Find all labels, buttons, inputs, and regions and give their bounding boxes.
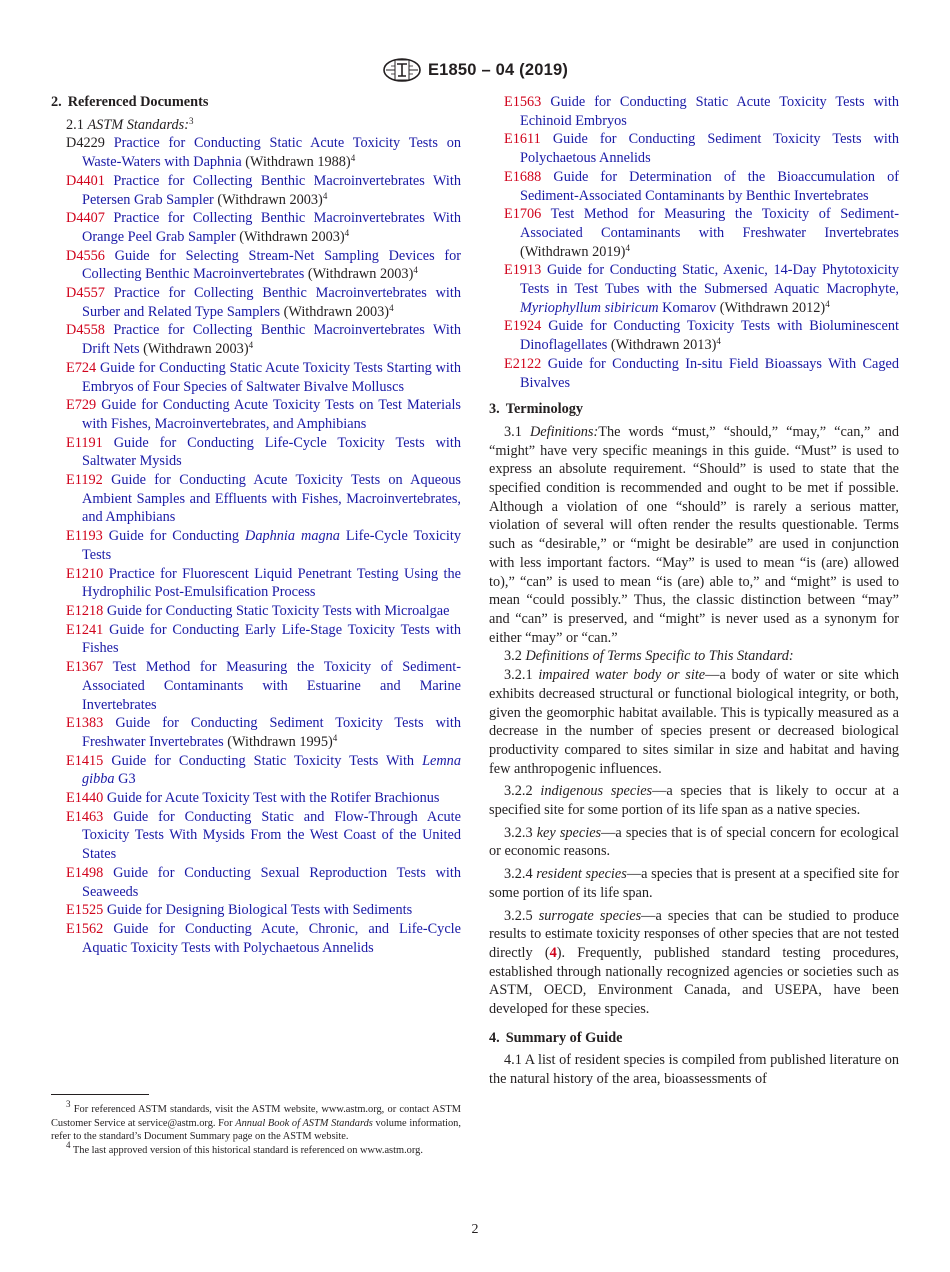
reference-title-link[interactable]: Guide for Conducting Sediment Toxicity Tests with Polychaetous Annelids [520, 131, 899, 167]
reference-item [51, 284, 461, 321]
withdrawn-note: (Withdrawn 2003) [283, 303, 390, 320]
withdrawn-note: (Withdrawn 1988) [245, 154, 351, 171]
reference-code-link[interactable]: E1192 [66, 472, 103, 489]
reference-code-link[interactable]: E1383 [66, 715, 104, 732]
footnote-4: $^4$ The last approved version of this historical standard is referenced on www.astm.org. [66, 1139, 423, 1156]
footnote-mark: 4 [625, 242, 630, 253]
reference-title-link[interactable]: Guide for Conducting Sexual Reproduction Tests with Seaweeds [82, 864, 461, 900]
paragraph-3-1: 3.1 Definitions:The words “must,” “should,” “may,” “can,” and “might” have very specific meanings in this guide. “Must” is used to express an absolute requirement. “Should” is used to state that the specified condition is recommended and ought to be met if possible. Although a violation of one “should” is rarely a serious matter, violation of several will often render the results questionable. Terms such as “desirable,” or “might be desirable” are used in conjunction with less important factors. “May” is used to mean “is (are) allowed to),” “can” is used to mean “is (are) able to,” and “might” is used to mean “could possibly.” Thus, the classic distinction between “may” and “can” is preserved, and “might” is never used as a synonym for either “may” or “can.” [489, 423, 899, 646]
footnote-3: $^3$ For referenced ASTM standards, visit the ASTM website, www.astm.org, or contact ASTM Customer Service at service@astm.org. For Annual Book of ASTM Standards volume information, refer to the standard’s Document Summary page on the ASTM website. [51, 1099, 461, 1142]
reference-title-link[interactable]: Guide for Conducting Life-Cycle Toxicity Tests with Saltwater Mysids [82, 434, 461, 470]
reference-title-link[interactable]: Guide for Conducting Acute Toxicity Tests on Aqueous Ambient Samples and Effluents with Fishes, Macroinvertebrates, and Amphibians [82, 472, 461, 526]
reference-title-link[interactable]: Practice for Collecting Benthic Macroinvertebrates With Petersen Grab Sampler [82, 172, 461, 208]
reference-item [489, 355, 899, 392]
reference-title-link[interactable]: Test Method for Measuring the Toxicity of Sediment-Associated Contaminants with Estuarine and Marine Invertebrates [82, 659, 461, 713]
reference-code-link[interactable]: E1191 [66, 434, 103, 451]
reference-title-link[interactable]: Guide for Selecting Stream-Net Sampling Devices for Collecting Benthic Macroinvertebrates [82, 247, 462, 283]
reference-item [51, 621, 461, 658]
reference-title-link[interactable]: Practice for Collecting Benthic Macroinvertebrates with Surber and Related Type Samplers [82, 285, 461, 320]
reference-title-link[interactable]: Guide for Conducting Static Toxicity Tests With Lemna gibba G3 [82, 752, 461, 788]
reference-item [51, 602, 461, 621]
withdrawn-note: (Withdrawn 1995) [227, 733, 333, 750]
section-4-heading: 4. Summary of Guide [489, 1029, 623, 1046]
reference-item [51, 172, 461, 209]
reference-code-link[interactable]: E2122 [504, 355, 542, 372]
citation-link[interactable]: 4 [549, 944, 557, 961]
footnote-mark: 4 [344, 227, 350, 238]
definition-item: 3.2.4 resident species—a species that is present at a specified site for some portion of its life span. [489, 866, 900, 901]
section-2-heading: 2. Referenced Documents [51, 94, 209, 110]
reference-code-link[interactable]: D4558 [66, 322, 105, 339]
reference-list-right [489, 93, 899, 392]
paragraph-4-1: 4.1 A list of resident species is compiled from published literature on the natural history of the area, bioassessments of [489, 1052, 899, 1088]
reference-item [489, 205, 899, 261]
astm-logo-icon [382, 57, 422, 83]
reference-item [51, 434, 461, 471]
document-designation: E1850 – 04 (2019) [427, 60, 569, 79]
reference-code-link[interactable]: D4557 [66, 285, 105, 302]
subsection-2-1: 2.1 ASTM Standards:$^3$ [66, 115, 194, 133]
reference-code-link[interactable]: E1440 [66, 790, 104, 807]
reference-item [51, 396, 461, 433]
reference-code-link[interactable]: E1415 [66, 752, 104, 769]
reference-code-link[interactable]: E1706 [504, 206, 542, 223]
definition-item: 3.2.2 indigenous species—a species that is likely to occur at a specified site for some portion of its life span as a native species. [489, 783, 900, 819]
reference-title-link[interactable]: Test Method for Measuring the Toxicity of Sediment-Associated Contaminants with Freshwater Invertebrates [520, 206, 899, 241]
reference-item [489, 130, 899, 167]
definition-item: 3.2.1 impaired water body or site—a body of water or site which exhibits decreased structural or functional biological integrity, or both, given the geomorphic habitat available. This is typically measured as a decrease in the number of species present or decreased biological productivity compared to sites similar in size and habitat and having few anthropogenic influences. [489, 667, 899, 777]
reference-title-link[interactable]: Practice for Collecting Benthic Macroinvertebrates With Orange Peel Grab Sampler [82, 210, 461, 245]
withdrawn-note: (Withdrawn 2013) [610, 337, 717, 354]
section-3-heading: 3. Terminology [489, 401, 584, 418]
reference-item [51, 527, 461, 564]
right-column [489, 93, 899, 1089]
reference-item [51, 359, 461, 396]
reference-title-link[interactable]: Guide for Conducting Static, Axenic, 14-Day Phytotoxicity Tests in Test Tubes with the Submersed Aquatic Macrophyte, Myriophyllum sibiricum Komarov [520, 262, 899, 316]
reference-code-link[interactable]: E1913 [504, 262, 542, 279]
withdrawn-note: (Withdrawn 2003) [143, 341, 249, 358]
reference-item [51, 209, 461, 246]
reference-item [51, 714, 461, 751]
withdrawn-note: (Withdrawn 2012) [719, 299, 826, 316]
footnote-divider [51, 1094, 149, 1095]
reference-item [51, 752, 461, 789]
reference-title-link[interactable]: Guide for Conducting Static Acute Toxicity Tests Starting with Embryos of Four Species of Saltwater Bivalve Molluscs [82, 359, 462, 395]
page-number: 2 [471, 1222, 479, 1237]
reference-title-link[interactable]: Guide for Conducting Static and Flow-Through Acute Toxicity Tests With Mysids From the West Coast of the United States [82, 808, 462, 863]
reference-title-link[interactable]: Guide for Designing Biological Tests with Sediments [106, 902, 413, 919]
reference-code-link[interactable]: D4401 [66, 172, 105, 189]
reference-title-link[interactable]: Guide for Conducting Toxicity Tests with Bioluminescent Dinoflagellates [520, 318, 899, 354]
reference-code-link[interactable]: E1241 [66, 621, 104, 638]
reference-item [489, 317, 899, 354]
reference-item [51, 565, 461, 602]
reference-list-left [51, 134, 461, 957]
reference-title-link[interactable]: Practice for Conducting Static Acute Toxicity Tests on Waste-Waters with Daphnia [82, 135, 461, 171]
withdrawn-note: (Withdrawn 2003) [217, 191, 323, 208]
reference-title-link[interactable]: Guide for Conducting In-situ Field Bioassays With Caged Bivalves [520, 355, 900, 391]
reference-code-link[interactable]: E729 [66, 397, 97, 414]
reference-title-link[interactable]: Guide for Conducting Sediment Toxicity Tests with Freshwater Invertebrates [82, 715, 461, 750]
reference-item [51, 789, 461, 808]
reference-item [51, 808, 461, 864]
withdrawn-note: (Withdrawn 2003) [307, 266, 414, 283]
reference-title-link[interactable]: Guide for Conducting Static Acute Toxicity Tests with Echinoid Embryos [520, 94, 900, 129]
reference-code-link[interactable]: E1218 [66, 602, 104, 619]
reference-title-link[interactable]: Guide for Acute Toxicity Test with the Rotifer Brachionus [106, 790, 440, 807]
reference-item [51, 901, 461, 920]
reference-code-link[interactable]: E1525 [66, 902, 104, 919]
footnotes [51, 1094, 461, 1157]
reference-code-link[interactable]: E1611 [504, 131, 541, 148]
reference-title-link[interactable]: Guide for Conducting Acute, Chronic, and Life-Cycle Aquatic Toxicity Tests with Polychaetous Annelids [82, 920, 461, 956]
footnote-mark: 4 [716, 336, 721, 347]
reference-code-link[interactable]: E724 [66, 359, 97, 376]
footnote-mark: 4 [322, 190, 328, 201]
reference-code-link[interactable]: E1924 [504, 318, 542, 335]
paragraph-3-2: 3.2 Definitions of Terms Specific to This Standard: [504, 648, 794, 665]
reference-item [51, 471, 461, 527]
reference-code-link[interactable]: D4407 [66, 210, 105, 227]
reference-item [51, 864, 461, 901]
definition-3-2-5: 3.2.5 surrogate species—a species that can be studied to produce results to estimate toxicity responses of other species that are not tested directly (4). Frequently, published standard testing procedures, established through nationally recognized agencies or societies such as ASTM, OECD, Environment Canada, and USEPA, have been developed for these species. [489, 907, 900, 1018]
withdrawn-note: (Withdrawn 2003) [239, 228, 345, 245]
page-header [0, 57, 950, 83]
reference-item [51, 321, 461, 358]
reference-title-link[interactable]: Practice for Fluorescent Liquid Penetrant Testing Using the Hydrophilic Post-Emulsification Process [82, 565, 462, 601]
footnote-mark: 4 [332, 732, 338, 743]
footnote-mark: 4 [389, 302, 394, 313]
footnote-mark: 4 [248, 340, 254, 351]
left-column [51, 93, 461, 957]
reference-code-link[interactable]: D4229 [66, 135, 105, 152]
reference-code-link[interactable]: E1193 [66, 528, 103, 545]
reference-code-link[interactable]: E1688 [504, 168, 542, 185]
reference-title-link[interactable]: Guide for Conducting Early Life-Stage Toxicity Tests with Fishes [82, 621, 462, 657]
reference-code-link[interactable]: E1367 [66, 659, 104, 676]
reference-item [51, 920, 461, 957]
reference-title-link[interactable]: Guide for Determination of the Bioaccumulation of Sediment-Associated Contaminants by Benthic Invertebrates [520, 168, 899, 204]
reference-title-link[interactable]: Practice for Collecting Benthic Macroinvertebrates With Drift Nets [82, 322, 461, 358]
reference-code-link[interactable]: E1498 [66, 864, 104, 881]
reference-item [489, 93, 899, 130]
reference-item [51, 247, 461, 284]
reference-item [489, 261, 899, 317]
footnote-mark: 4 [350, 153, 356, 164]
reference-title-link[interactable]: Guide for Conducting Daphnia magna Life-Cycle Toxicity Tests [82, 528, 461, 563]
footnote-mark: 4 [825, 298, 830, 309]
reference-code-link[interactable]: E1562 [66, 920, 104, 937]
reference-title-link[interactable]: Guide for Conducting Static Toxicity Tests with Microalgae [106, 602, 450, 619]
reference-item [51, 134, 461, 171]
reference-code-link[interactable]: D4556 [66, 247, 105, 264]
definition-item: 3.2.3 key species—a species that is of special concern for ecological or economic reasons. [489, 824, 899, 860]
withdrawn-note: (Withdrawn 2019) [520, 243, 626, 260]
definition-list [489, 666, 899, 902]
footnote-mark: 4 [413, 265, 418, 276]
reference-code-link[interactable]: E1210 [66, 565, 104, 582]
reference-title-link[interactable]: Guide for Conducting Acute Toxicity Tests on Test Materials with Fishes, Macroinvertebrates, and Amphibians [82, 397, 461, 432]
reference-item [489, 168, 899, 205]
reference-code-link[interactable]: E1463 [66, 808, 104, 825]
reference-code-link[interactable]: E1563 [504, 94, 542, 110]
reference-item [51, 658, 461, 714]
